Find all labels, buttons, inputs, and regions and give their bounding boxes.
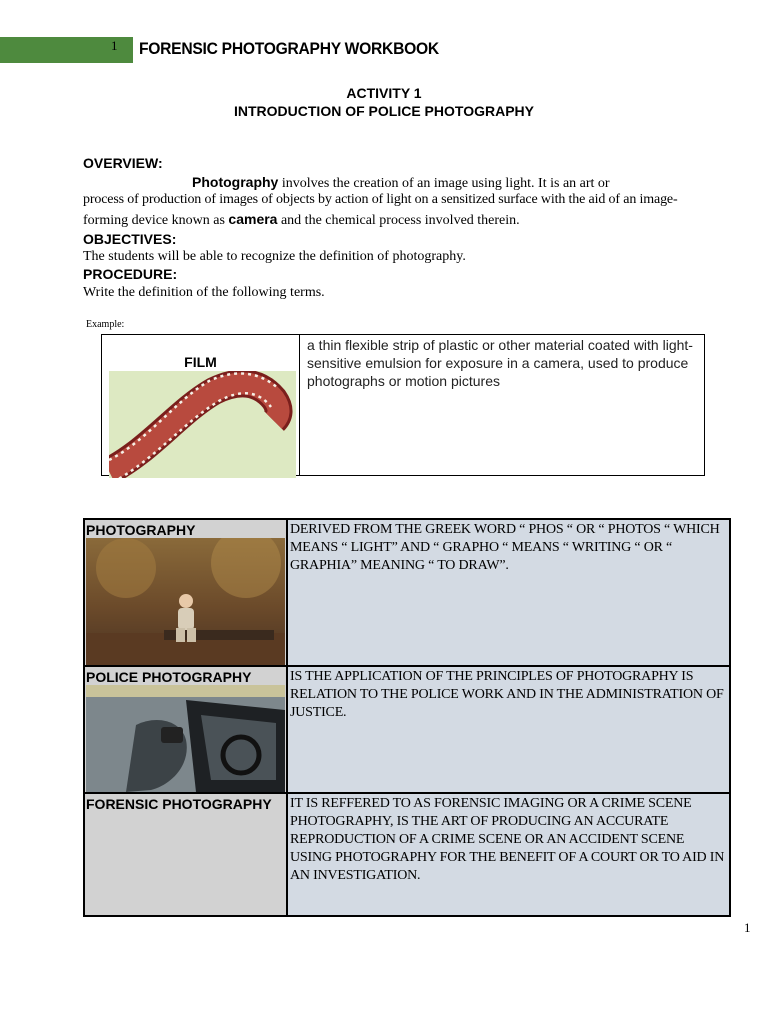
objectives-text: The students will be able to recognize the definition of photography. — [83, 249, 466, 264]
objectives-heading: OBJECTIVES: — [83, 231, 177, 247]
example-term-cell — [102, 335, 300, 475]
activity-title: INTRODUCTION OF POLICE PHOTOGRAPHY — [234, 103, 534, 119]
term-police-photography: POLICE PHOTOGRAPHY — [86, 669, 252, 685]
header-page-number: 1 — [111, 38, 118, 53]
table-row — [85, 520, 729, 667]
procedure-text: Write the definition of the following terms. — [83, 285, 325, 300]
example-table — [101, 334, 705, 476]
term-cell — [85, 520, 288, 665]
film-strip-image — [109, 371, 296, 478]
overview-heading: OVERVIEW: — [83, 155, 163, 171]
term-cell — [85, 667, 288, 792]
footer-page-number: 1 — [744, 920, 751, 935]
overview-line-1: Photography involves the creation of an image using light. It is an art or — [192, 174, 610, 191]
table-row — [85, 794, 729, 915]
term-photography: PHOTOGRAPHY — [86, 522, 196, 538]
workbook-title: FORENSIC PHOTOGRAPHY WORKBOOK — [139, 39, 439, 58]
police-photo-image — [86, 685, 285, 792]
activity-number: ACTIVITY 1 — [346, 85, 422, 101]
camera-term: camera — [228, 211, 278, 227]
definition-photography: DERIVED FROM THE GREEK WORD “ PHOS “ OR “ PHOTOS “ WHICH MEANS “ LIGHT” AND “ GRAPHO “ MEANS “ WRITING “ OR “ GRAPHIA” MEANING “ TO DRAW”. — [290, 522, 720, 573]
overview-line-3: forming device known as camera and the chemical process involved therein. — [83, 211, 520, 228]
definition-police-photography: IS THE APPLICATION OF THE PRINCIPLES OF PHOTOGRAPHY IS RELATION TO THE POLICE WORK AND IN THE ADMINISTRATION OF JUSTICE. — [290, 669, 724, 720]
procedure-heading: PROCEDURE: — [83, 266, 178, 282]
term-cell — [85, 794, 288, 915]
overview-line-2: process of production of images of objects by action of light on a sensitized surface with the aid of an image- — [83, 192, 678, 207]
example-term: FILM — [184, 354, 217, 370]
photography-term: Photography — [192, 174, 279, 190]
child-photo-image — [86, 538, 285, 665]
definition-forensic-photography: IT IS REFFERED TO AS FORENSIC IMAGING OR A CRIME SCENE PHOTOGRAPHY, IS THE ART OF PRODUCING AN ACCURATE REPRODUCTION OF A CRIME SCENE OR AN ACCIDENT SCENE USING PHOTOGRAPHY FOR THE BENEFIT OF A COURT OR TO AID IN AN INVESTIGATION. — [290, 796, 725, 883]
terms-table — [83, 518, 731, 917]
example-definition: a thin flexible strip of plastic or other material coated with light-sensitive emulsion for exposure in a camera, used to produce photographs or motion pictures — [307, 337, 693, 389]
term-forensic-photography: FORENSIC PHOTOGRAPHY — [86, 796, 272, 812]
table-row — [85, 667, 729, 794]
example-label: Example: — [86, 319, 125, 330]
